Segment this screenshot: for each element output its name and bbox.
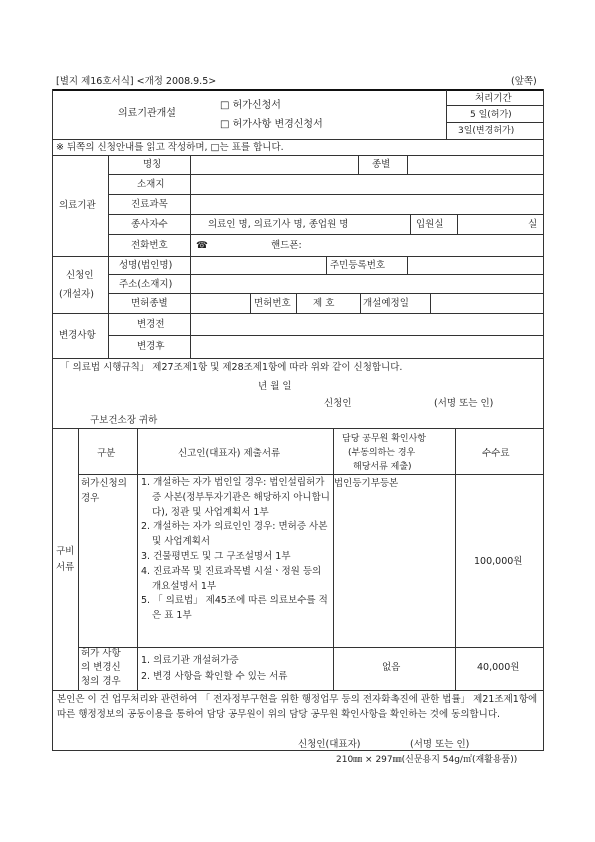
inpatient-rooms-label: 입원실 — [416, 219, 444, 230]
applicant-address-field[interactable] — [192, 276, 541, 292]
inpatient-rooms-field[interactable]: 실 — [528, 219, 538, 230]
institution-address-field[interactable] — [192, 176, 541, 192]
institution-address-label: 소재지 — [137, 179, 165, 190]
permit-application-checkbox[interactable]: □ 허가신청서 — [220, 100, 281, 111]
open-date-label: 개설예정일 — [363, 298, 409, 309]
applicant-name-label: 성명(법인명) — [119, 260, 173, 271]
rrn-label: 주민등록번호 — [330, 260, 386, 271]
change-row-fee: 40,000원 — [477, 662, 520, 673]
col-category-header: 구분 — [97, 448, 116, 459]
addressee: 구보건소장 귀하 — [90, 415, 158, 426]
changes-section-label: 변경사항 — [59, 330, 96, 341]
permit-row-fee: 100,000원 — [474, 556, 523, 567]
col-verify-subheader-2: 해당서류 제출) — [353, 462, 412, 472]
change-row-verify: 없음 — [382, 662, 401, 673]
license-no-field[interactable]: 제 호 — [313, 298, 335, 309]
applicant-address-label: 주소(소재지) — [119, 279, 173, 290]
before-change-field[interactable] — [192, 315, 541, 334]
applicant-section-label: 신청인 — [66, 270, 94, 281]
col-fee-header: 수수료 — [482, 448, 510, 459]
permit-item: 4. 진료과목 및 진료과목별 시설ㆍ정원 등의 개요설명서 1부 — [141, 565, 322, 592]
change-row-category: 허가 사항 — [81, 648, 121, 659]
institution-dept-label: 진료과목 — [131, 199, 168, 210]
processing-period-permit: 5 일(허가) — [470, 110, 512, 120]
declaration-applicant-label: 신청인 — [324, 398, 352, 409]
consent-sign-hint[interactable]: (서명 또는 인) — [410, 739, 470, 750]
consent-text: 본인은 이 건 업무처리와 관련하여 「 전자정부구현을 위한 행정업무 등의 전자화촉진에 관한 법률」 제21조제1항에 따른 행정정보의 공동이용을 통하여 담당 공무원이 위의 담당 공무원 확인사항을 확인하는 것에 동의합니다. — [57, 694, 538, 720]
phone-icon: ☎ — [196, 240, 208, 251]
declaration-sign-hint[interactable]: (서명 또는 인) — [434, 398, 494, 409]
license-no-label: 면허번호 — [254, 298, 291, 309]
col-verify-header: 담당 공무원 확인사항 — [342, 434, 426, 444]
rrn-field[interactable] — [409, 258, 541, 273]
permit-row-items — [141, 476, 330, 624]
declaration-text: 「 의료법 시행규칙」 제27조제1항 및 제28조제1항에 따라 위와 같이 신청합니다. — [60, 362, 403, 373]
form-title: 의료기관개설 — [118, 108, 176, 119]
col-verify-subheader-1: (부동의하는 경우 — [348, 448, 416, 458]
change-row-item: 1. 의료기관 개설허가증 — [141, 655, 239, 666]
institution-dept-field[interactable] — [192, 196, 541, 212]
institution-name-field[interactable] — [192, 157, 356, 173]
institution-section-label: 의료기관 — [59, 200, 96, 211]
phone-label: 전화번호 — [131, 240, 168, 251]
change-row-item: 2. 변경 사항을 확인할 수 있는 서류 — [141, 671, 288, 682]
staff-count-label: 종사자수 — [131, 219, 168, 230]
license-type-field[interactable] — [192, 295, 248, 311]
permit-item: 2. 개설하는 자가 의료인인 경우: 면허증 사본 및 사업계획서 — [141, 521, 328, 548]
form-number: [별지 제16호서식] <개정 2008.9.5> — [56, 76, 217, 87]
permit-row-category-cont: 경우 — [81, 493, 100, 504]
permit-row-verify: 법인등기부등본 — [334, 478, 399, 489]
institution-name-label: 명칭 — [143, 159, 162, 170]
permit-item: 5. 「 의료법」 제45조에 따른 의료보수를 적은 표 1부 — [141, 595, 328, 622]
license-type-label: 면허종별 — [131, 298, 168, 309]
open-date-field[interactable] — [432, 295, 541, 311]
after-change-field[interactable] — [192, 337, 541, 356]
permit-row-category: 허가신청의 — [81, 478, 127, 489]
declaration-date[interactable]: 년 월 일 — [258, 381, 292, 392]
institution-type-field[interactable] — [409, 157, 541, 173]
applicant-name-field[interactable] — [192, 258, 324, 273]
change-row-category-cont: 의 변경신 — [81, 662, 121, 673]
staff-count-field[interactable]: 의료인 명, 의료기사 명, 종업원 명 — [208, 219, 349, 230]
processing-period-label: 처리기간 — [475, 93, 512, 104]
before-change-label: 변경전 — [137, 319, 165, 330]
applicant-section-sublabel: (개설자) — [59, 289, 94, 300]
permit-item: 1. 개설하는 자가 법인일 경우: 법인설립허가증 사본(정부투자기관은 해당하지 아니합니다), 정관 및 사업계획서 1부 — [141, 477, 330, 518]
processing-period-change: 3일(변경허가) — [458, 126, 515, 136]
mobile-field[interactable]: 핸드폰: — [271, 240, 302, 251]
col-submit-header: 신고인(대표자) 제출서류 — [178, 448, 281, 459]
side-label: (앞쪽) — [511, 76, 537, 87]
change-application-checkbox[interactable]: □ 허가사항 변경신청서 — [220, 119, 323, 130]
form-notice: ※ 뒤쪽의 신청안내를 읽고 작성하며, □는 표를 합니다. — [56, 142, 284, 153]
documents-section-label: 구비 — [56, 546, 75, 557]
change-row-category-end: 청의 경우 — [81, 676, 121, 687]
paper-spec-footer: 210㎜ × 297㎜(신문용지 54g/㎡(재활용품)) — [336, 755, 518, 765]
consent-signer-label: 신청인(대표자) — [298, 739, 361, 750]
permit-item: 3. 건물평면도 및 그 구조설명서 1부 — [141, 550, 291, 562]
institution-type-label: 종별 — [372, 159, 391, 170]
documents-section-sublabel: 서류 — [56, 562, 75, 573]
after-change-label: 변경후 — [137, 341, 165, 352]
